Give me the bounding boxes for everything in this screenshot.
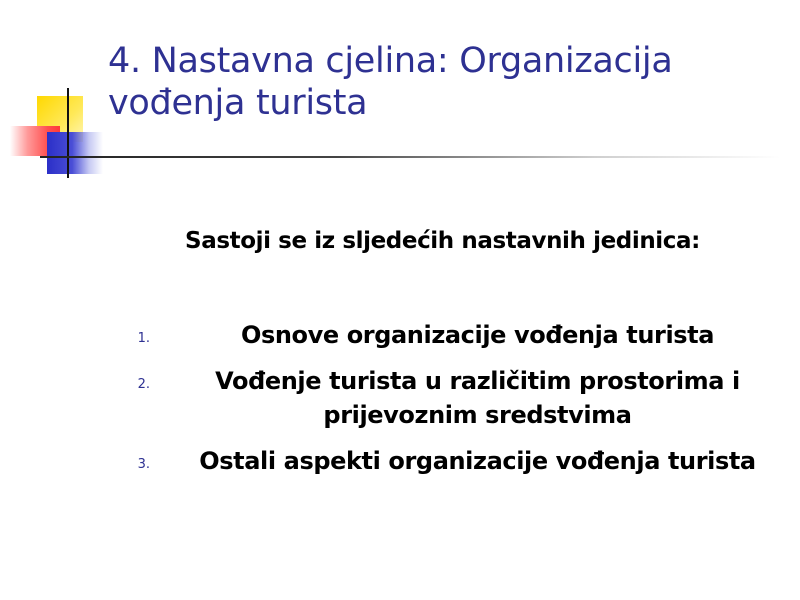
slide-title-line-2: vođenja turista — [108, 83, 368, 123]
list-item-number: 3. — [137, 457, 150, 472]
template-logo-graphic — [0, 84, 110, 184]
list-item — [110, 318, 790, 352]
list-item-number: 2. — [137, 377, 150, 392]
logo-vertical-line — [67, 88, 69, 178]
list-item — [110, 364, 790, 432]
slide-title-line-1: 4. Nastavna cjelina: Organizacija — [108, 41, 673, 81]
slide-title — [108, 40, 788, 124]
logo-blue-square — [47, 132, 103, 174]
units-list — [110, 318, 790, 490]
list-item-text: Ostali aspekti organizacije vođenja turista — [199, 447, 756, 475]
list-item — [110, 444, 790, 478]
list-item-number: 1. — [137, 331, 150, 346]
slide-subtitle: Sastoji se iz sljedećih nastavnih jedinica: — [185, 228, 700, 254]
list-item-text: Vođenje turista u različitim prostorima i prijevoznim sredstvima — [215, 367, 740, 429]
title-divider — [40, 156, 780, 158]
list-item-text: Osnove organizacije vođenja turista — [240, 321, 715, 349]
